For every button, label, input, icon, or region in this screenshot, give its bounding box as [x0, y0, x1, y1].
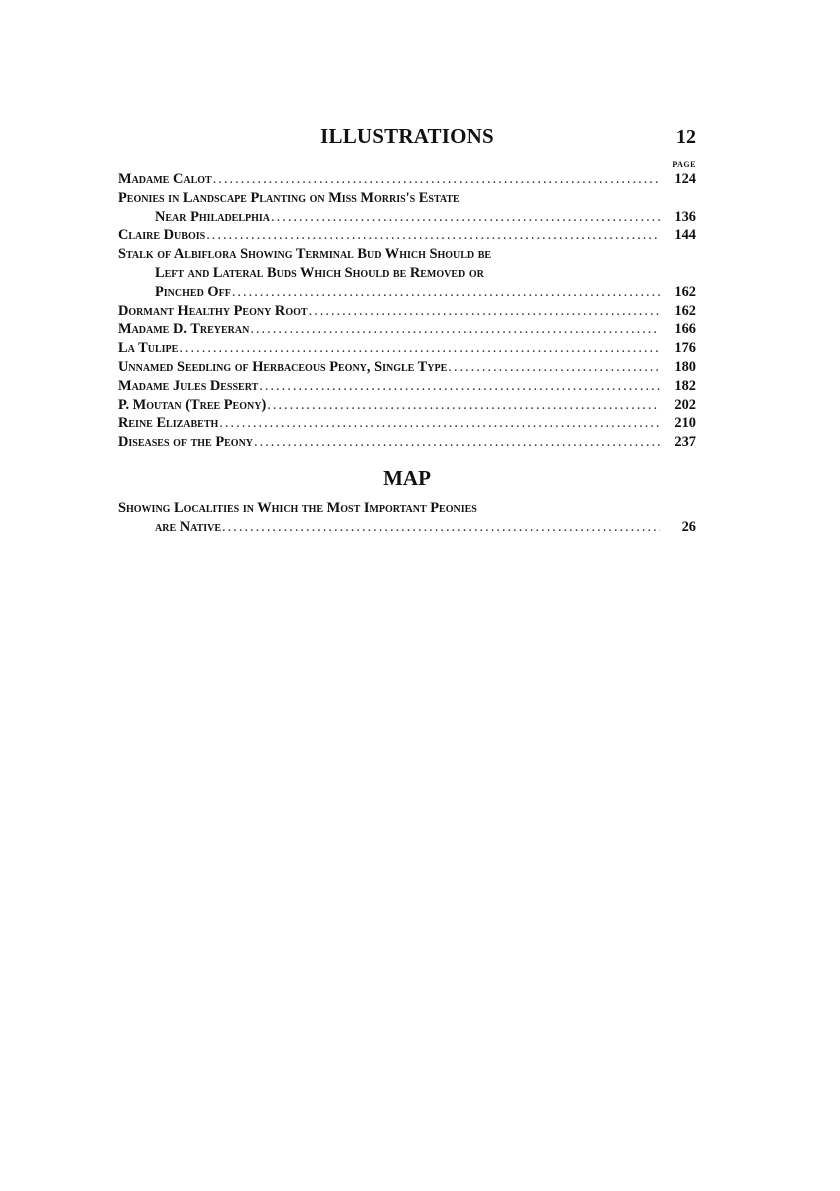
- toc-entry: [118, 377, 696, 396]
- toc-entry-title: P. Moutan (Tree Peony): [118, 396, 267, 413]
- dot-leader: [232, 283, 660, 302]
- toc-entry-line: [118, 189, 696, 208]
- toc-entry-title: Madame Jules Dessert: [118, 377, 259, 394]
- toc-entry-line: [118, 518, 696, 537]
- toc-entry-line: [118, 414, 696, 433]
- toc-entry-title: Pinched Off: [155, 283, 231, 300]
- toc-entry-page: 180: [674, 358, 696, 375]
- toc-entry: [118, 245, 696, 301]
- toc-entry: [118, 433, 696, 452]
- toc-entry-title: Reine Elizabeth: [118, 415, 219, 432]
- illustrations-list: [118, 170, 696, 452]
- dot-leader: [267, 396, 660, 415]
- toc-entry-line: [118, 170, 696, 189]
- page-title: ILLUSTRATIONS: [320, 124, 494, 148]
- toc-entry-page: 166: [674, 321, 696, 338]
- dot-leader: [219, 414, 660, 433]
- toc-entry-title: Left and Lateral Buds Which Should be Removed or: [155, 264, 484, 281]
- toc-entry-page: 210: [674, 415, 696, 432]
- toc-entry-title: Unnamed Seedling of Herbaceous Peony, Single Type: [118, 358, 448, 375]
- toc-entry-page: 182: [674, 377, 696, 394]
- toc-entry-title: La Tulipe: [118, 340, 179, 357]
- toc-entry-title: Dormant Healthy Peony Root: [118, 302, 308, 319]
- toc-entry: [118, 170, 696, 189]
- toc-entry-line: [118, 320, 696, 339]
- page: [118, 124, 696, 537]
- toc-entry: [118, 302, 696, 321]
- toc-entry-line: [118, 264, 696, 283]
- page-header: [118, 124, 696, 154]
- dot-leader: [259, 377, 660, 396]
- toc-entry-line: [118, 245, 696, 264]
- toc-entry-title: Madame D. Treyeran: [118, 321, 250, 338]
- toc-entry-line: [118, 208, 696, 227]
- toc-entry-page: 162: [674, 283, 696, 300]
- toc-entry-line: [118, 339, 696, 358]
- toc-entry: [118, 499, 696, 537]
- toc-entry-title: Peonies in Landscape Planting on Miss Morris's Estate: [118, 189, 460, 206]
- toc-entry: [118, 226, 696, 245]
- page-column-label: PAGE: [672, 160, 696, 169]
- toc-entry: [118, 320, 696, 339]
- dot-leader: [271, 208, 660, 227]
- toc-entry: [118, 414, 696, 433]
- dot-leader: [250, 320, 660, 339]
- toc-entry-line: [118, 358, 696, 377]
- toc-entry-page: 144: [674, 227, 696, 244]
- toc-entry-title: are Native: [155, 518, 222, 535]
- toc-entry-line: [118, 377, 696, 396]
- toc-entry-page: 124: [674, 171, 696, 187]
- toc-entry-page: 136: [674, 208, 696, 225]
- dot-leader: [179, 339, 660, 358]
- toc-entry: [118, 396, 696, 415]
- toc-entry-page: 176: [674, 340, 696, 357]
- toc-entry-line: [118, 302, 696, 321]
- map-list: [118, 499, 696, 537]
- dot-leader: [206, 226, 660, 245]
- toc-entry-line: [118, 499, 696, 518]
- toc-entry-title: Madame Calot: [118, 171, 212, 187]
- map-section-heading: MAP: [383, 465, 431, 490]
- toc-entry-line: [118, 396, 696, 415]
- toc-entry-page: 237: [674, 434, 696, 451]
- dot-leader: [448, 358, 660, 377]
- toc-entry-title: Diseases of the Peony: [118, 434, 254, 451]
- toc-entry-page: 26: [681, 518, 696, 535]
- toc-entry-line: [118, 226, 696, 245]
- toc-entry-title: Claire Dubois: [118, 227, 206, 244]
- page-number: 12: [676, 126, 696, 148]
- toc-entry-title: Stalk of Albiflora Showing Terminal Bud Which Should be: [118, 246, 492, 263]
- toc-entry: [118, 189, 696, 227]
- toc-entry: [118, 358, 696, 377]
- toc-entry-line: [118, 283, 696, 302]
- toc-entry-page: 162: [674, 302, 696, 319]
- dot-leader: [222, 518, 660, 537]
- toc-entry-title: Near Philadelphia: [155, 208, 271, 225]
- dot-leader: [213, 170, 660, 189]
- dot-leader: [254, 433, 660, 452]
- toc-entry-page: 202: [674, 396, 696, 413]
- dot-leader: [309, 302, 660, 321]
- toc-entry: [118, 339, 696, 358]
- toc-entry-title: Showing Localities in Which the Most Important Peonies: [118, 499, 477, 516]
- toc-entry-line: [118, 433, 696, 452]
